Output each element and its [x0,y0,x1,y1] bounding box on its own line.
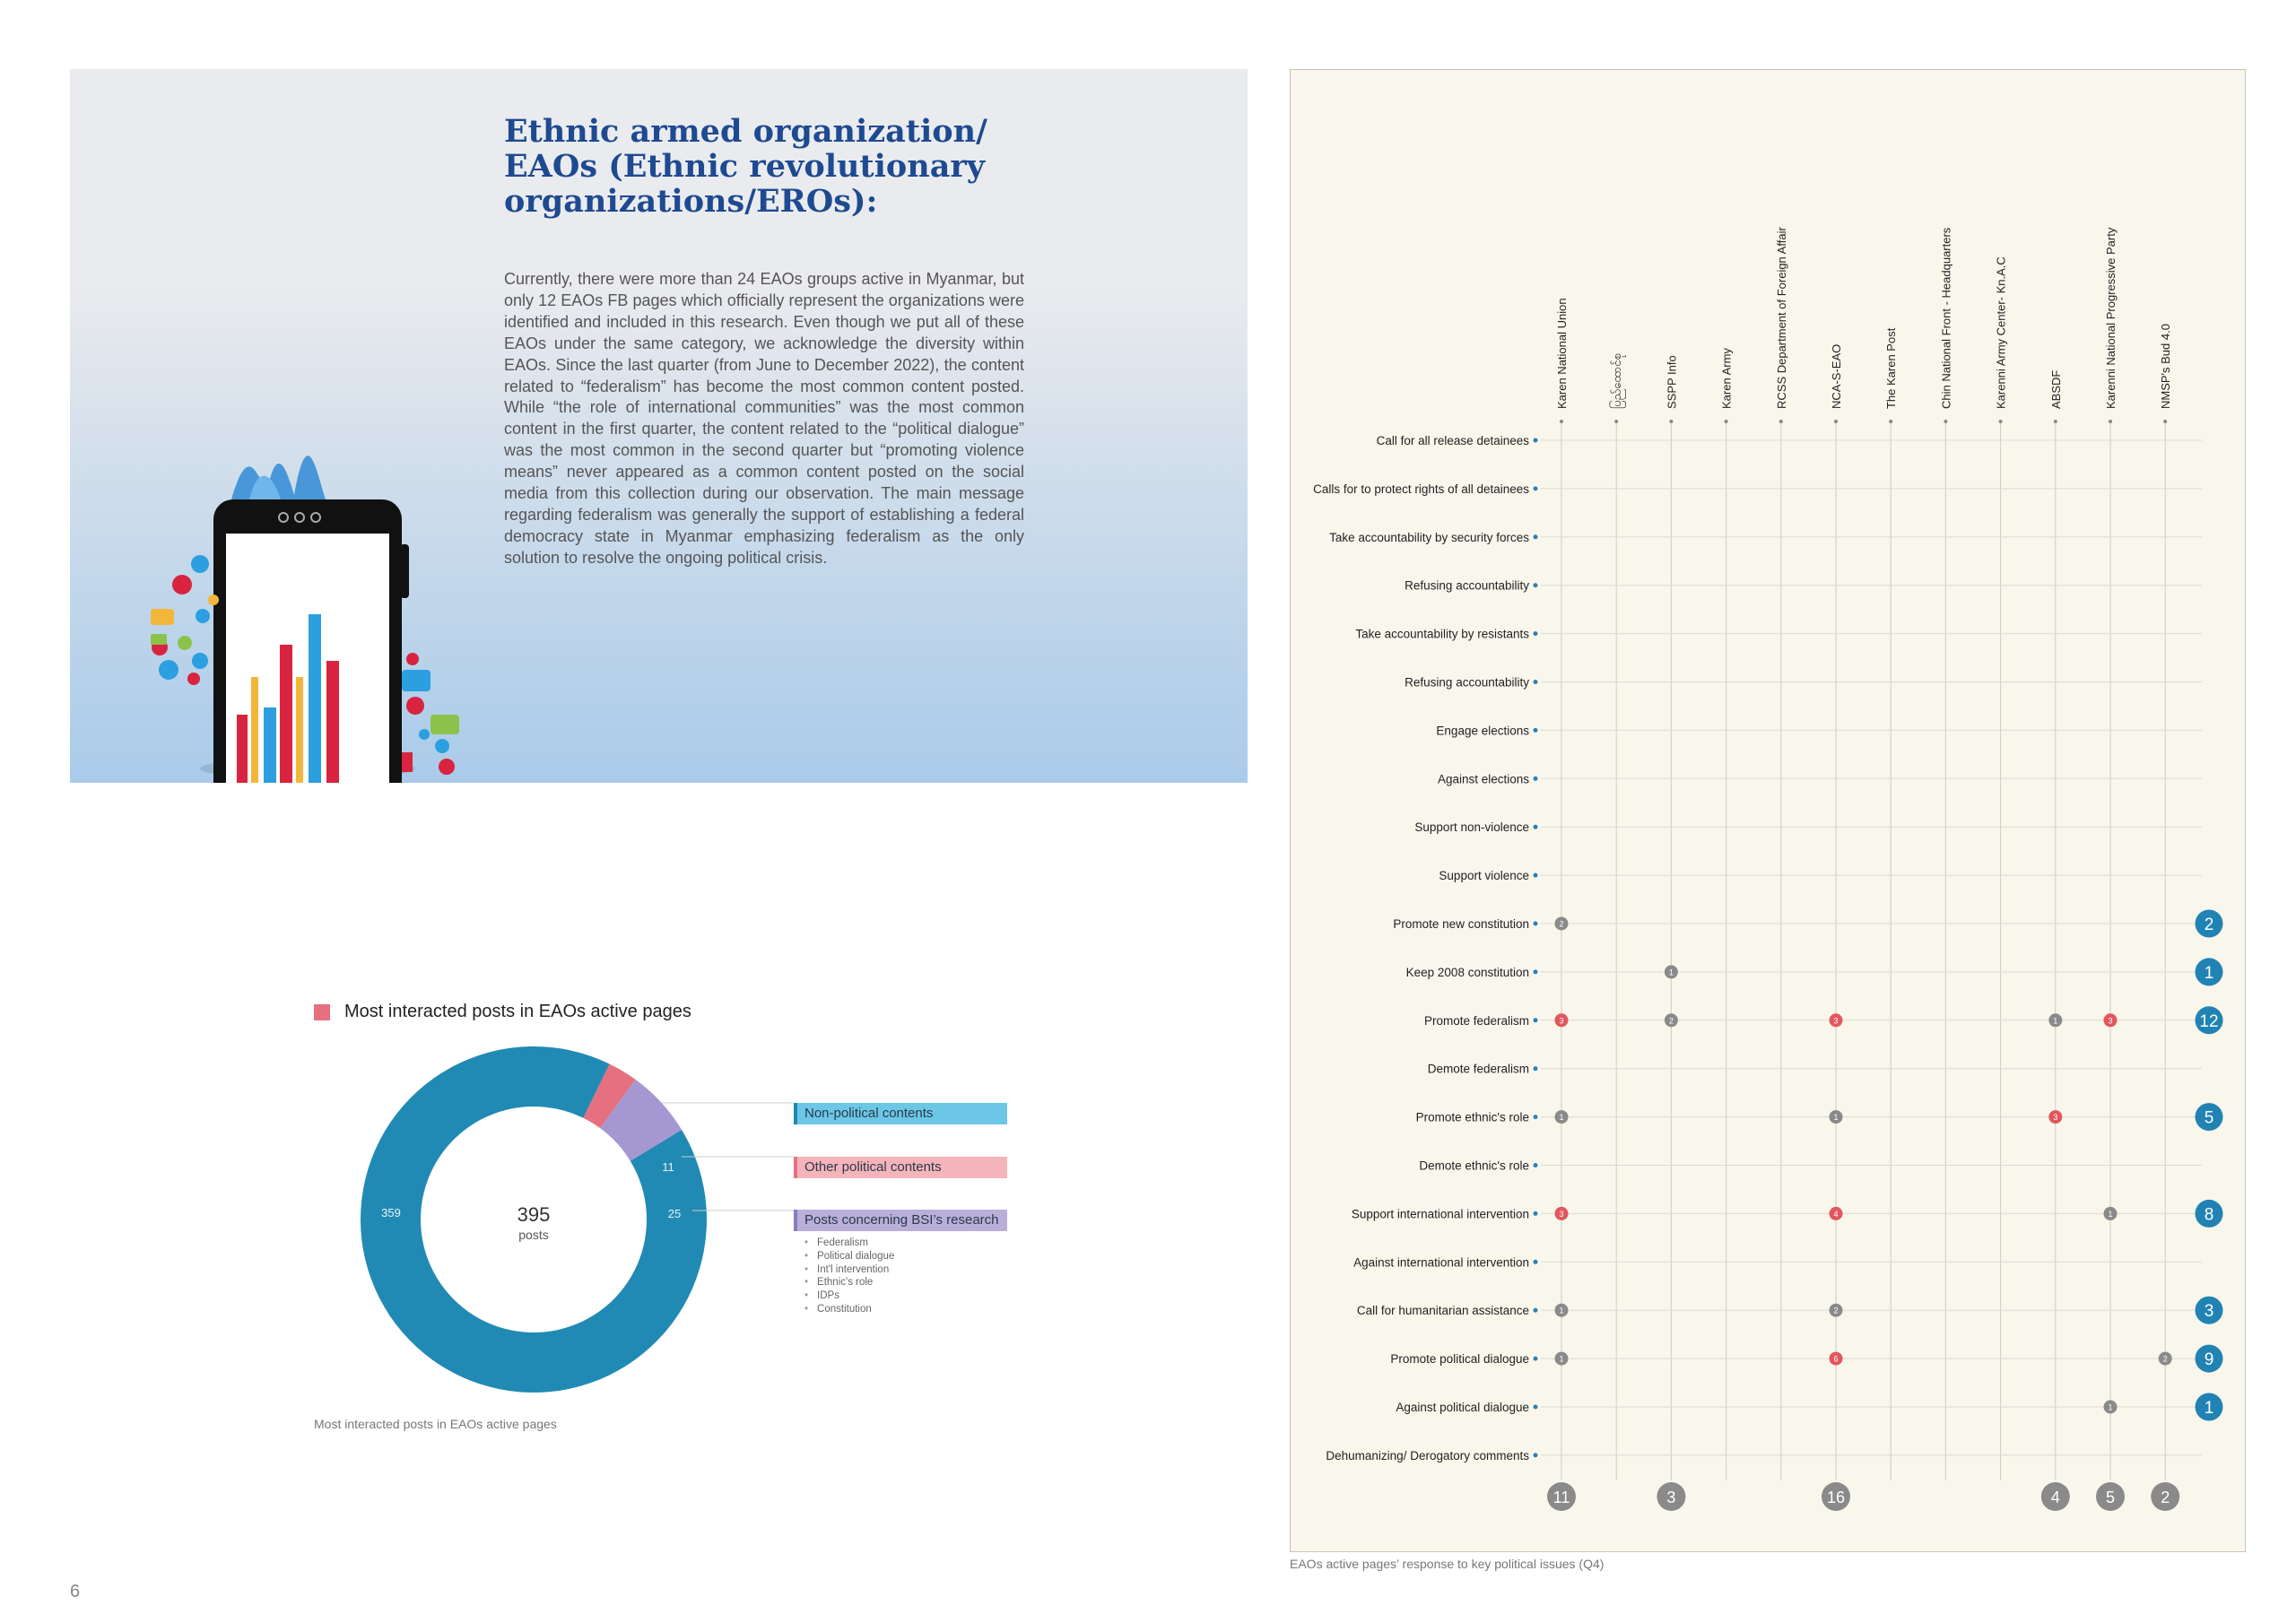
matrix-cell-value: 1 [2108,1402,2113,1412]
column-header: The Karen Post [1884,327,1899,409]
column-header-dot [1779,420,1783,423]
row-label: Promote new constitution [1393,917,1529,931]
column-header: RCSS Department of Foreign Affair [1774,227,1788,409]
donut-total-unit: posts [518,1228,549,1242]
donut-slice-value: 359 [381,1206,401,1219]
matrix-cell-value: 2 [1833,1306,1839,1315]
column-total-value: 5 [2105,1488,2116,1506]
donut-chart [323,1031,1130,1426]
matrix-cell-value: 6 [1833,1354,1839,1364]
matrix-cell-value: 1 [1833,1113,1839,1123]
legend-label: Most interacted posts in EAOs active pages [344,1002,691,1021]
row-label: Take accountability by resistants [1355,627,1529,641]
row-label-dot [1534,1066,1538,1071]
bsi-topic: • IDPs [804,1289,894,1303]
row-label-dot [1534,873,1538,878]
row-label: Support violence [1439,869,1529,883]
column-header-dot [1560,420,1563,423]
column-header-dot [2054,420,2057,423]
bsi-topic: • Constitution [804,1303,894,1316]
column-total-value: 2 [2161,1488,2170,1506]
row-label: Promote federalism [1423,1013,1529,1028]
row-label: Against international intervention [1353,1255,1529,1270]
column-header: SSPP Info [1665,355,1679,409]
column-header-dot [1889,420,1892,423]
hero-title-line: organizations/EROs): [504,183,878,220]
matrix-cell-value: 1 [1559,1354,1564,1364]
matrix-cell-value: 3 [1559,1016,1564,1026]
matrix-cell-value: 3 [2108,1016,2113,1026]
row-total-value: 8 [2204,1205,2214,1225]
bsi-topic: • Political dialogue [804,1250,894,1263]
bsi-topic: • Federalism [804,1237,894,1250]
matrix-cell-value: 3 [1559,1209,1564,1219]
row-label: Call for all release detainees [1376,434,1529,447]
column-header: Karen National Union [1555,298,1569,409]
column-total-value: 3 [1666,1488,1676,1506]
donut-total-value: 395 [517,1203,551,1226]
column-header: Chin National Front - Headquarters [1939,227,1953,409]
bsi-topic: • Ethnic's role [804,1276,894,1289]
hero-body-text: Currently, there were more than 24 EAOs groups active in Myanmar, but only 12 EAOs FB pages which officially represent the organizations were identified and included in this research. Even though we put all of these EAOs under the same category, we acknowledge the diversity within EAOs. Since the last quarter (from June to December 2022), the content related to “federalism” has become the most common content posted. While “the role of international communities” was the most common content in the first quarter, the content related to the “political dialogue” was the most common in the second quarter but “promoting violence means” never appeared as a common content posted on the social media from this collection during our observation. The main message regarding federalism was generally the support of establishing a federal democracy state in Myanmar emphasizing federalism as the only solution to resolve the ongoing political crisis. [504,270,1024,567]
row-label-dot [1534,534,1538,539]
row-label-dot [1534,922,1538,926]
column-header: ပြည်ထောင်စု [1610,353,1624,409]
row-label: Refusing accountability [1405,578,1529,593]
matrix-cell-value: 4 [1833,1209,1839,1219]
row-label: Support non-violence [1414,820,1529,835]
row-total-value: 2 [2204,916,2214,934]
row-label: Engage elections [1436,724,1529,738]
hero-panel [70,69,1248,783]
row-total-value: 3 [2204,1302,2214,1322]
row-label-dot [1534,486,1538,490]
row-total-value: 1 [2204,1399,2214,1418]
matrix-cell-value: 2 [1559,919,1564,929]
row-label-dot [1534,969,1538,974]
row-label-dot [1534,777,1538,781]
column-header-dot [2109,420,2112,423]
column-header-dot [2163,420,2167,423]
category-bsi-research: Posts concerning BSI’s research [794,1210,1007,1231]
legend-swatch [314,1004,330,1020]
row-label: Dehumanizing/ Derogatory comments [1326,1448,1529,1462]
category-non-political: Non-political contents [794,1103,1007,1124]
row-label: Promote ethnic's role [1415,1110,1529,1124]
row-label-dot [1534,1357,1538,1361]
column-total-value: 4 [2050,1488,2060,1506]
matrix-caption: EAOs active pages’ response to key political issues (Q4) [1290,1557,1605,1571]
row-total-value: 1 [2204,963,2214,983]
row-label-dot [1534,1115,1538,1119]
category-other-political: Other political contents [794,1157,1007,1178]
hero-title [504,114,1006,219]
donut-legend [314,1002,691,1022]
matrix-cell-value: 1 [1559,1306,1564,1315]
column-header: Karenni Army Center- Kn.A.C [1994,256,2008,409]
matrix-cell-value: 1 [1668,968,1674,977]
hero-title-line: Ethnic armed organization/ [504,113,987,150]
matrix-cell-value: 3 [2053,1113,2058,1123]
row-label-dot [1534,1163,1538,1167]
matrix-cell-value: 1 [2108,1209,2113,1219]
column-header-dot [1944,420,1947,423]
phone-chart-illustration [97,338,509,783]
donut-slice-value: 11 [662,1160,674,1174]
matrix-panel [1290,69,2246,1552]
row-label-dot [1534,825,1538,829]
column-header: NMSP's Bud 4.0 [2159,324,2173,409]
column-header: ABSDF [2048,369,2063,409]
row-label-dot [1534,438,1538,443]
row-label: Keep 2008 constitution [1405,965,1529,979]
row-label: Against political dialogue [1396,1401,1529,1414]
row-label: Refusing accountability [1405,675,1529,690]
row-label-dot [1534,680,1538,684]
row-label-dot [1534,1260,1538,1264]
column-header-dot [1614,420,1618,423]
row-label: Against elections [1437,772,1529,786]
column-header-dot [1999,420,2003,423]
row-label-dot [1534,1018,1538,1022]
bsi-topics-list [804,1237,894,1316]
column-total-value: 16 [1826,1488,1846,1506]
donut-slice-value: 25 [667,1207,682,1220]
page-number: 6 [70,1582,81,1601]
column-header: Karen Army [1719,348,1734,409]
row-label-dot [1534,1211,1538,1216]
row-label-dot [1534,631,1538,636]
hero-title-line: EAOs (Ethnic revolutionary [504,148,986,185]
matrix-cell-value: 1 [1559,1113,1564,1123]
row-total-value: 9 [2204,1350,2214,1370]
row-total-value: 12 [2199,1011,2219,1031]
matrix-cell-value: 2 [2162,1354,2168,1364]
row-label-dot [1534,728,1538,733]
row-label: Support international intervention [1351,1207,1529,1221]
row-label-dot [1534,583,1538,587]
bsi-topic: • Int'l intervention [804,1263,894,1277]
row-label: Promote political dialogue [1390,1352,1529,1367]
row-label: Calls for to protect rights of all detainees [1313,482,1529,496]
column-header: Karenni National Progressive Party [2104,227,2118,409]
issues-matrix-chart [1291,70,2247,1553]
row-label: Demote ethnic's role [1419,1159,1529,1173]
column-header-dot [1669,420,1673,423]
matrix-cell-value: 1 [2053,1016,2058,1026]
row-label-dot [1534,1308,1538,1313]
row-label: Take accountability by security forces [1329,530,1529,544]
matrix-cell-value: 3 [1833,1016,1839,1026]
row-label-dot [1534,1453,1538,1457]
row-total-value: 5 [2204,1108,2214,1128]
matrix-cell-value: 2 [1668,1016,1674,1026]
row-label-dot [1534,1405,1538,1410]
column-total-value: 11 [1552,1488,1570,1506]
column-header: NCA-S-EAO [1830,343,1843,409]
row-label: Demote federalism [1427,1062,1529,1076]
column-header-dot [1834,420,1838,423]
column-header-dot [1725,420,1728,423]
donut-caption: Most interacted posts in EAOs active pages [314,1417,557,1431]
row-label: Call for humanitarian assistance [1356,1304,1529,1318]
